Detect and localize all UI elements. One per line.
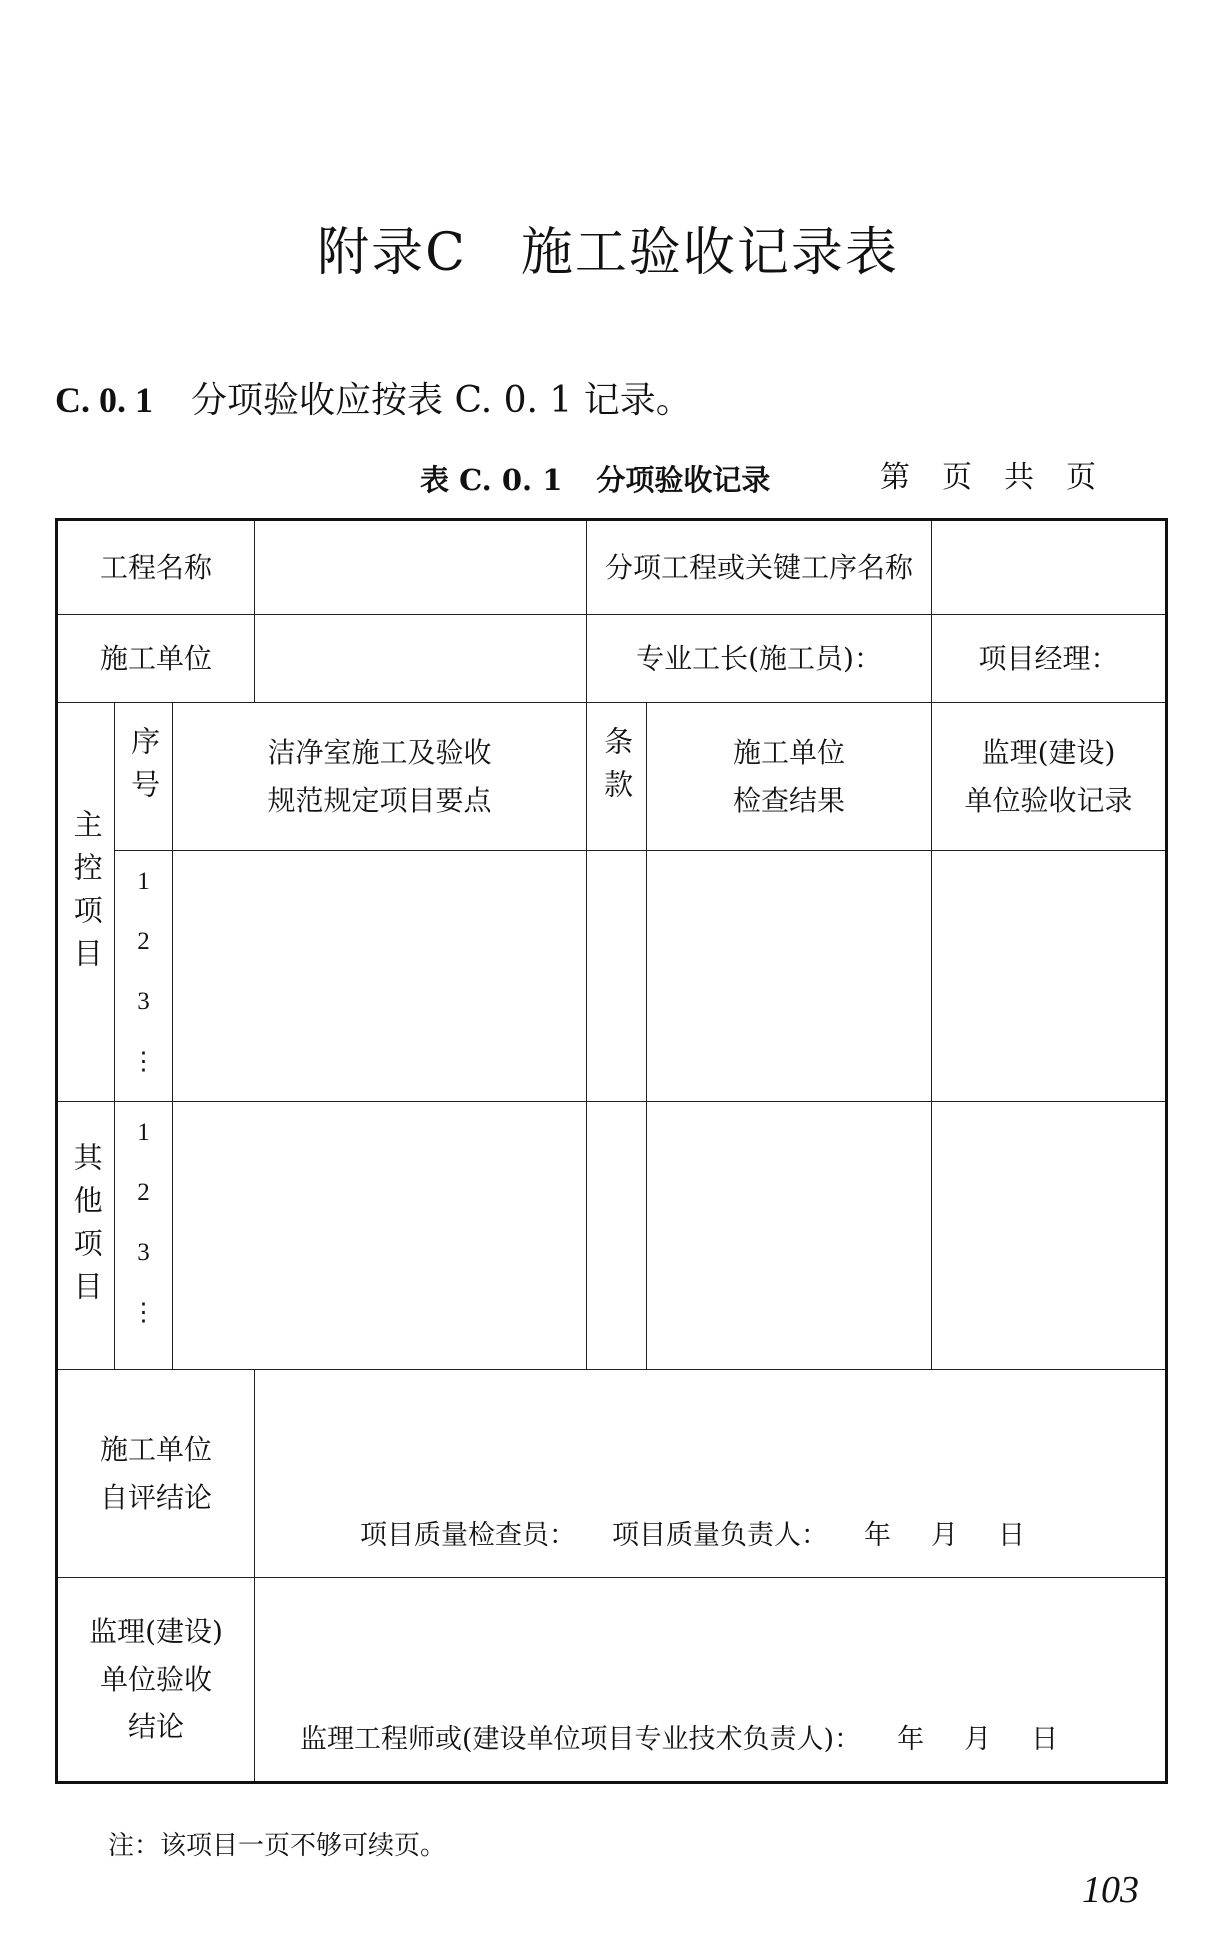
day-label: 日 [1031,1724,1059,1756]
acceptance-label [57,1578,255,1783]
main-items-text: 主控项目 [69,808,104,981]
page-of-word: 共 [1004,460,1034,495]
project-name-value[interactable] [255,520,587,615]
row-number: ⋮ [131,1048,156,1075]
main-item-numbers [115,851,173,1102]
row-number: 2 [137,1179,150,1206]
other-points-cell[interactable] [173,1102,587,1370]
supervising-engineer-label: 监理工程师或(建设单位项目专业技术负责人)： [300,1724,862,1756]
table-row [57,1578,1167,1783]
year-label: 年 [897,1724,925,1756]
main-supervision-cell[interactable] [932,851,1167,1102]
header-supervision-line: 监理(建设) [981,735,1116,769]
header-clause [587,703,647,851]
self-eval-label [57,1370,255,1578]
other-supervision-cell[interactable] [932,1102,1167,1370]
row-number: 2 [137,928,150,955]
table-row [57,851,1167,1102]
page-of-word: 页 [942,460,972,495]
day-label: 日 [998,1520,1026,1552]
acceptance-label-line: 单位验收 [100,1662,213,1696]
table-row [57,520,1167,615]
header-check-line: 检查结果 [733,783,846,817]
month-label: 月 [964,1724,992,1756]
header-points-line: 规范规定项目要点 [267,783,492,817]
self-eval-conclusion[interactable] [255,1370,1167,1578]
page-of-indicator [880,452,1128,496]
month-label: 月 [931,1520,959,1552]
page-number: 103 [1082,1869,1139,1911]
header-points [173,703,587,851]
acceptance-signature-line [255,1717,1165,1763]
header-points-line: 洁净室施工及验收 [267,735,492,769]
table-caption-title: 分项验收记录 [596,463,771,497]
main-check-cell[interactable] [647,851,932,1102]
table-row [57,1370,1167,1578]
acceptance-record-table [55,518,1168,1784]
main-items-label [57,703,115,1102]
manager-field[interactable]: 项目经理： [932,615,1167,703]
self-eval-label-line: 施工单位 [100,1432,213,1466]
table-caption-number: 表 C. 0. 1 [420,463,563,497]
inspector-label: 项目质量检查员： [360,1520,577,1552]
header-supervision-record [932,703,1167,851]
row-number: 1 [137,1119,150,1146]
other-clause-cell[interactable] [587,1102,647,1370]
header-seq [115,703,173,851]
acceptance-label-line: 结论 [128,1710,185,1744]
section-heading [55,372,692,423]
foreman-field[interactable]: 专业工长(施工员)： [587,615,932,703]
main-points-cell[interactable] [173,851,587,1102]
other-check-cell[interactable] [647,1102,932,1370]
subitem-name-label: 分项工程或关键工序名称 [587,520,932,615]
header-supervision-line: 单位验收记录 [964,783,1133,817]
appendix-title: 附录C 施工验收记录表 [317,223,899,283]
row-number: 3 [137,1239,150,1266]
header-clause-text: 条款 [600,726,635,813]
header-check-line: 施工单位 [733,735,846,769]
acceptance-conclusion[interactable] [255,1578,1167,1783]
project-name-label: 工程名称 [57,520,255,615]
self-eval-label-line: 自评结论 [100,1480,213,1514]
row-number: ⋮ [131,1299,156,1326]
table-caption [420,458,770,499]
year-label: 年 [864,1520,892,1552]
row-number: 3 [137,988,150,1015]
contractor-value[interactable] [255,615,587,703]
page-of-word: 第 [880,460,910,495]
row-number: 1 [137,868,150,895]
header-seq-text: 序号 [127,726,162,813]
acceptance-label-line: 监理(建设) [89,1615,223,1649]
table-row [57,1102,1167,1370]
other-item-numbers [115,1102,173,1370]
other-items-label [57,1102,115,1370]
header-check-result [647,703,932,851]
other-items-text: 其他项目 [69,1142,104,1315]
table-row [57,703,1167,851]
section-text: 分项验收应按表 C. 0. 1 记录。 [191,380,692,421]
section-number: C. 0. 1 [55,380,153,420]
table-note: 注：该项目一页不够可续页。 [108,1831,447,1861]
responsible-label: 项目质量负责人： [612,1520,829,1552]
table-row [57,615,1167,703]
self-eval-signature-line [255,1513,1165,1559]
page-of-word: 页 [1066,460,1096,495]
subitem-name-value[interactable] [932,520,1167,615]
main-clause-cell[interactable] [587,851,647,1102]
contractor-label: 施工单位 [57,615,255,703]
